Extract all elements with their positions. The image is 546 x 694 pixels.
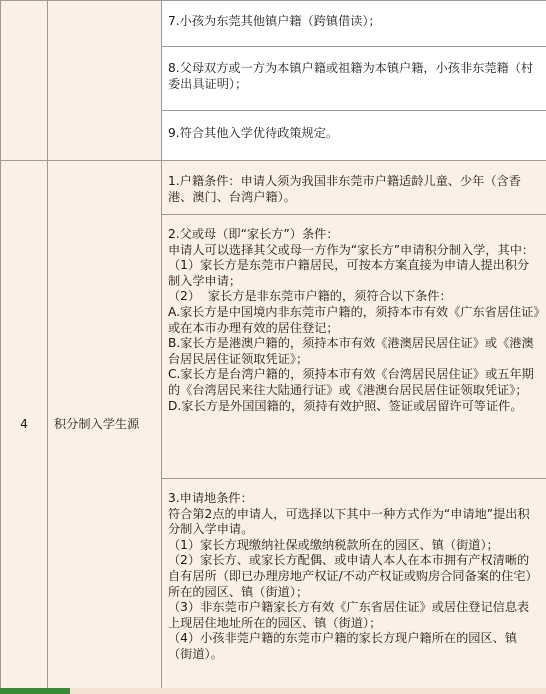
condition-line: 申请人可以选择其父或母一方作为“家长方”申请积分制入学，其中： xyxy=(168,242,535,257)
condition-line: （4）小孩非莞户籍的东莞市户籍的家长方现户籍所在的园区、镇（街道）。 xyxy=(168,631,518,661)
table-row xyxy=(1,1,546,47)
condition-text: 7.小孩为东莞其他镇户籍（跨镇借读）； xyxy=(168,14,381,28)
condition-line: A.家长方是中国境内非东莞市户籍的，须持本市有效《广东省居住证》或在本市办理有效的居住登记； xyxy=(168,304,540,335)
parent-condition-cell xyxy=(162,215,546,479)
household-condition-cell xyxy=(162,161,546,215)
bottom-strip-marker xyxy=(0,688,70,694)
location-condition-cell xyxy=(162,479,546,689)
condition-line: D.家长方是外国国籍的，须持有效护照、签证或居留许可等证件。 xyxy=(168,398,523,413)
condition-line: 2.父或母（即“家长方”）条件： xyxy=(168,227,339,241)
condition-text: 9.符合其他入学优待政策规定。 xyxy=(168,126,339,140)
condition-line: 符合第2点的申请人，可选择以下其中一种方式作为“申请地”提出积分制入学申请。 xyxy=(168,506,530,537)
condition-line: （2）家长方、或家长方配偶、或申请人本人在本市拥有产权清晰的自有居所（即已办理房地产权证/不动产权证或购房合同备案的住宅）所在的园区、镇（街道）； xyxy=(168,553,538,599)
condition-line: C.家长方是台湾户籍的，须持本市有效《台湾居民居住证》或五年期的《台湾居民来往大陆通行证》或《港澳台居民居住证领取凭证》； xyxy=(168,367,534,397)
row-number: 4 xyxy=(20,416,28,431)
condition-cell xyxy=(162,47,546,111)
row-number-cell xyxy=(1,1,48,161)
condition-line: （2） 家长方是非东莞市户籍的，须符合以下条件： xyxy=(168,289,452,304)
condition-line: （1）家长方是东莞市户籍居民，可按本方案直接为申请人提出积分制入学申请； xyxy=(168,258,530,288)
table-row-points-admission xyxy=(1,161,546,215)
condition-line: 1.户籍条件：申请人须为我国非东莞市户籍适龄儿童、少年（含香港、澳门、台湾户籍）。 xyxy=(168,174,521,204)
condition-cell xyxy=(162,111,546,161)
category-name: 积分制入学生源 xyxy=(54,416,140,431)
bottom-scroll-strip xyxy=(0,688,546,694)
condition-line: （3）非东莞市户籍家长方有效《广东省居住证》或居住登记信息表上现居住地址所在的园区、镇（街道）； xyxy=(168,600,530,630)
condition-line: （1）家长方现缴纳社保或缴纳税款所在的园区、镇（街道）； xyxy=(168,537,499,552)
condition-line: B.家长方是港澳户籍的，须持本市有效《港澳居民居住证》或《港澳台居民居住证领取凭证》； xyxy=(168,336,534,366)
condition-text: 8.父母双方或一方为本镇户籍或祖籍为本镇户籍，小孩非东莞籍（村委出具证明）； xyxy=(168,61,534,91)
row-category-cell xyxy=(48,1,162,161)
condition-line: 3.申请地条件： xyxy=(168,491,253,505)
condition-cell xyxy=(162,1,546,47)
row-category-cell xyxy=(48,161,162,689)
row-number-cell xyxy=(1,161,48,689)
